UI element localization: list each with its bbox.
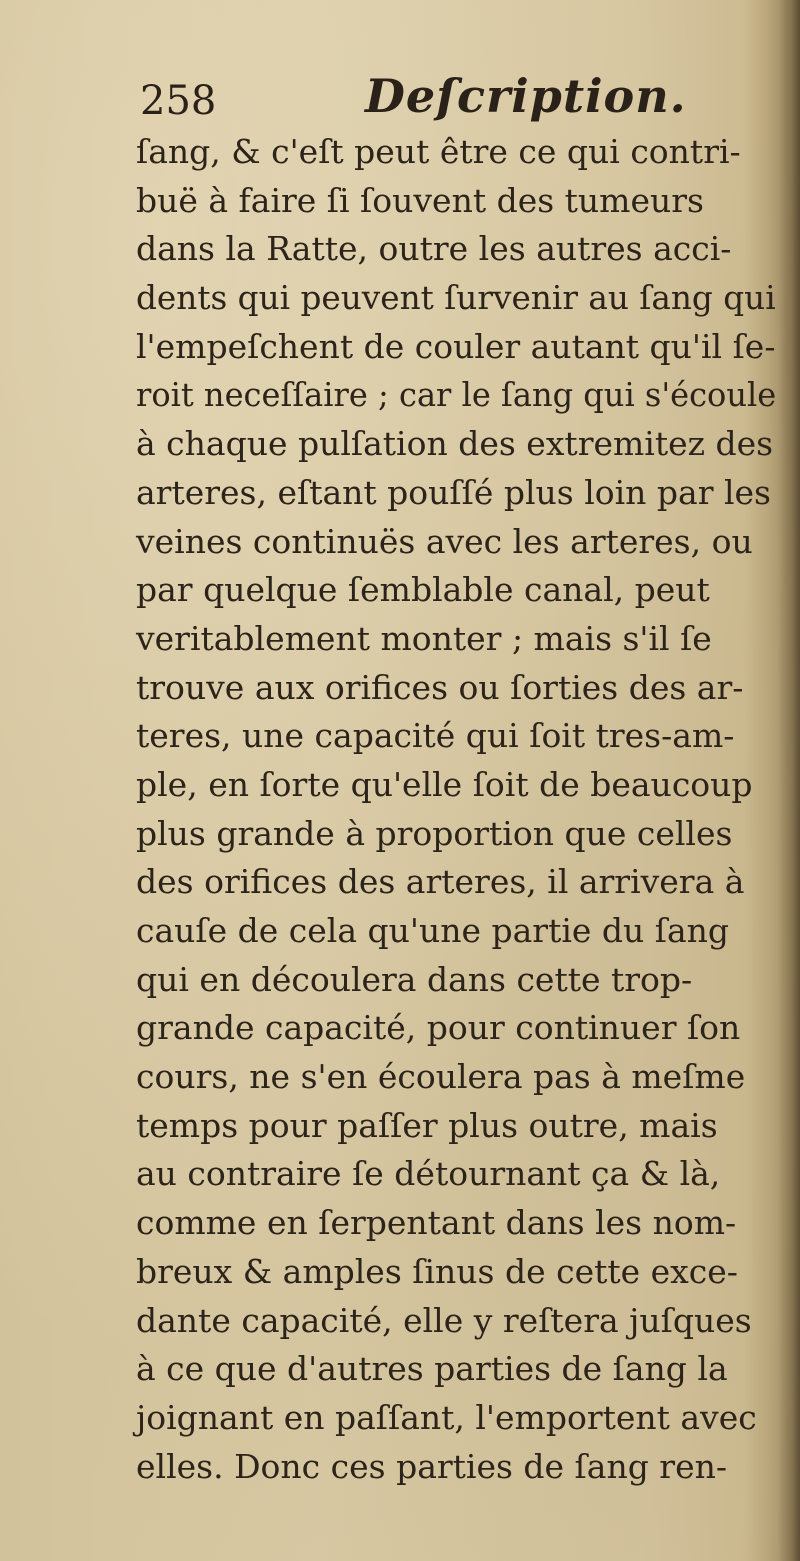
text-line: trouve aux orifices ou ſorties des ar- xyxy=(136,667,744,707)
text-line: plus grande à proportion que celles xyxy=(136,813,733,853)
text-line: qui en découlera dans cette trop- xyxy=(136,959,693,999)
text-line: temps pour paſſer plus outre, mais xyxy=(136,1105,718,1145)
text-line: buë à faire ſi ſouvent des tumeurs xyxy=(136,180,704,220)
text-line: cours, ne s'en écoulera pas à meſme xyxy=(136,1057,746,1097)
text-line: des orifices des arteres, il arrivera à xyxy=(136,862,745,902)
text-line: dante capacité, elle y reſtera juſques xyxy=(136,1300,752,1340)
text-line: cauſe de cela qu'une partie du ſang xyxy=(136,911,730,950)
text-line: ple, en ſorte qu'elle ſoit de beaucoup xyxy=(136,764,753,804)
text-line: l'empeſchent de couler autant qu'il ſe- xyxy=(136,326,776,366)
text-line: à ce que d'autres parties de ſang la xyxy=(136,1349,728,1389)
running-title: Deſcription. xyxy=(365,69,687,123)
text-line: ſang, & c'eſt peut être ce qui contri- xyxy=(136,132,741,171)
text-line: veines continuës avec les arteres, ou xyxy=(136,521,753,561)
text-line: grande capacité, pour continuer ſon xyxy=(136,1008,741,1048)
running-head xyxy=(140,66,740,136)
text-line: teres, une capacité qui ſoit tres-am- xyxy=(136,716,735,756)
text-line: dans la Ratte, outre les autres acci- xyxy=(136,229,732,269)
text-line: par quelque ſemblable canal, peut xyxy=(136,570,710,610)
text-line: elles. Donc ces parties de ſang ren- xyxy=(136,1446,728,1486)
text-line: comme en ſerpentant dans les nom- xyxy=(136,1203,737,1243)
text-line: dents qui peuvent ſurvenir au ſang qui xyxy=(136,278,776,318)
page-number: 258 xyxy=(140,78,217,124)
text-line: à chaque pulſation des extremitez des xyxy=(136,424,774,464)
text-line: au contraire ſe détournant ça & là, xyxy=(136,1154,721,1194)
body-text xyxy=(136,128,786,1491)
text-line: veritablement monter ; mais s'il ſe xyxy=(136,618,712,658)
text-line: joignant en paſſant, l'emportent avec xyxy=(136,1397,757,1437)
text-line: roit neceſſaire ; car le ſang qui s'écoule xyxy=(136,375,777,415)
text-line: breux & amples ſinus de cette exce- xyxy=(136,1251,738,1291)
text-line: arteres, eſtant pouſſé plus loin par les xyxy=(136,472,771,512)
